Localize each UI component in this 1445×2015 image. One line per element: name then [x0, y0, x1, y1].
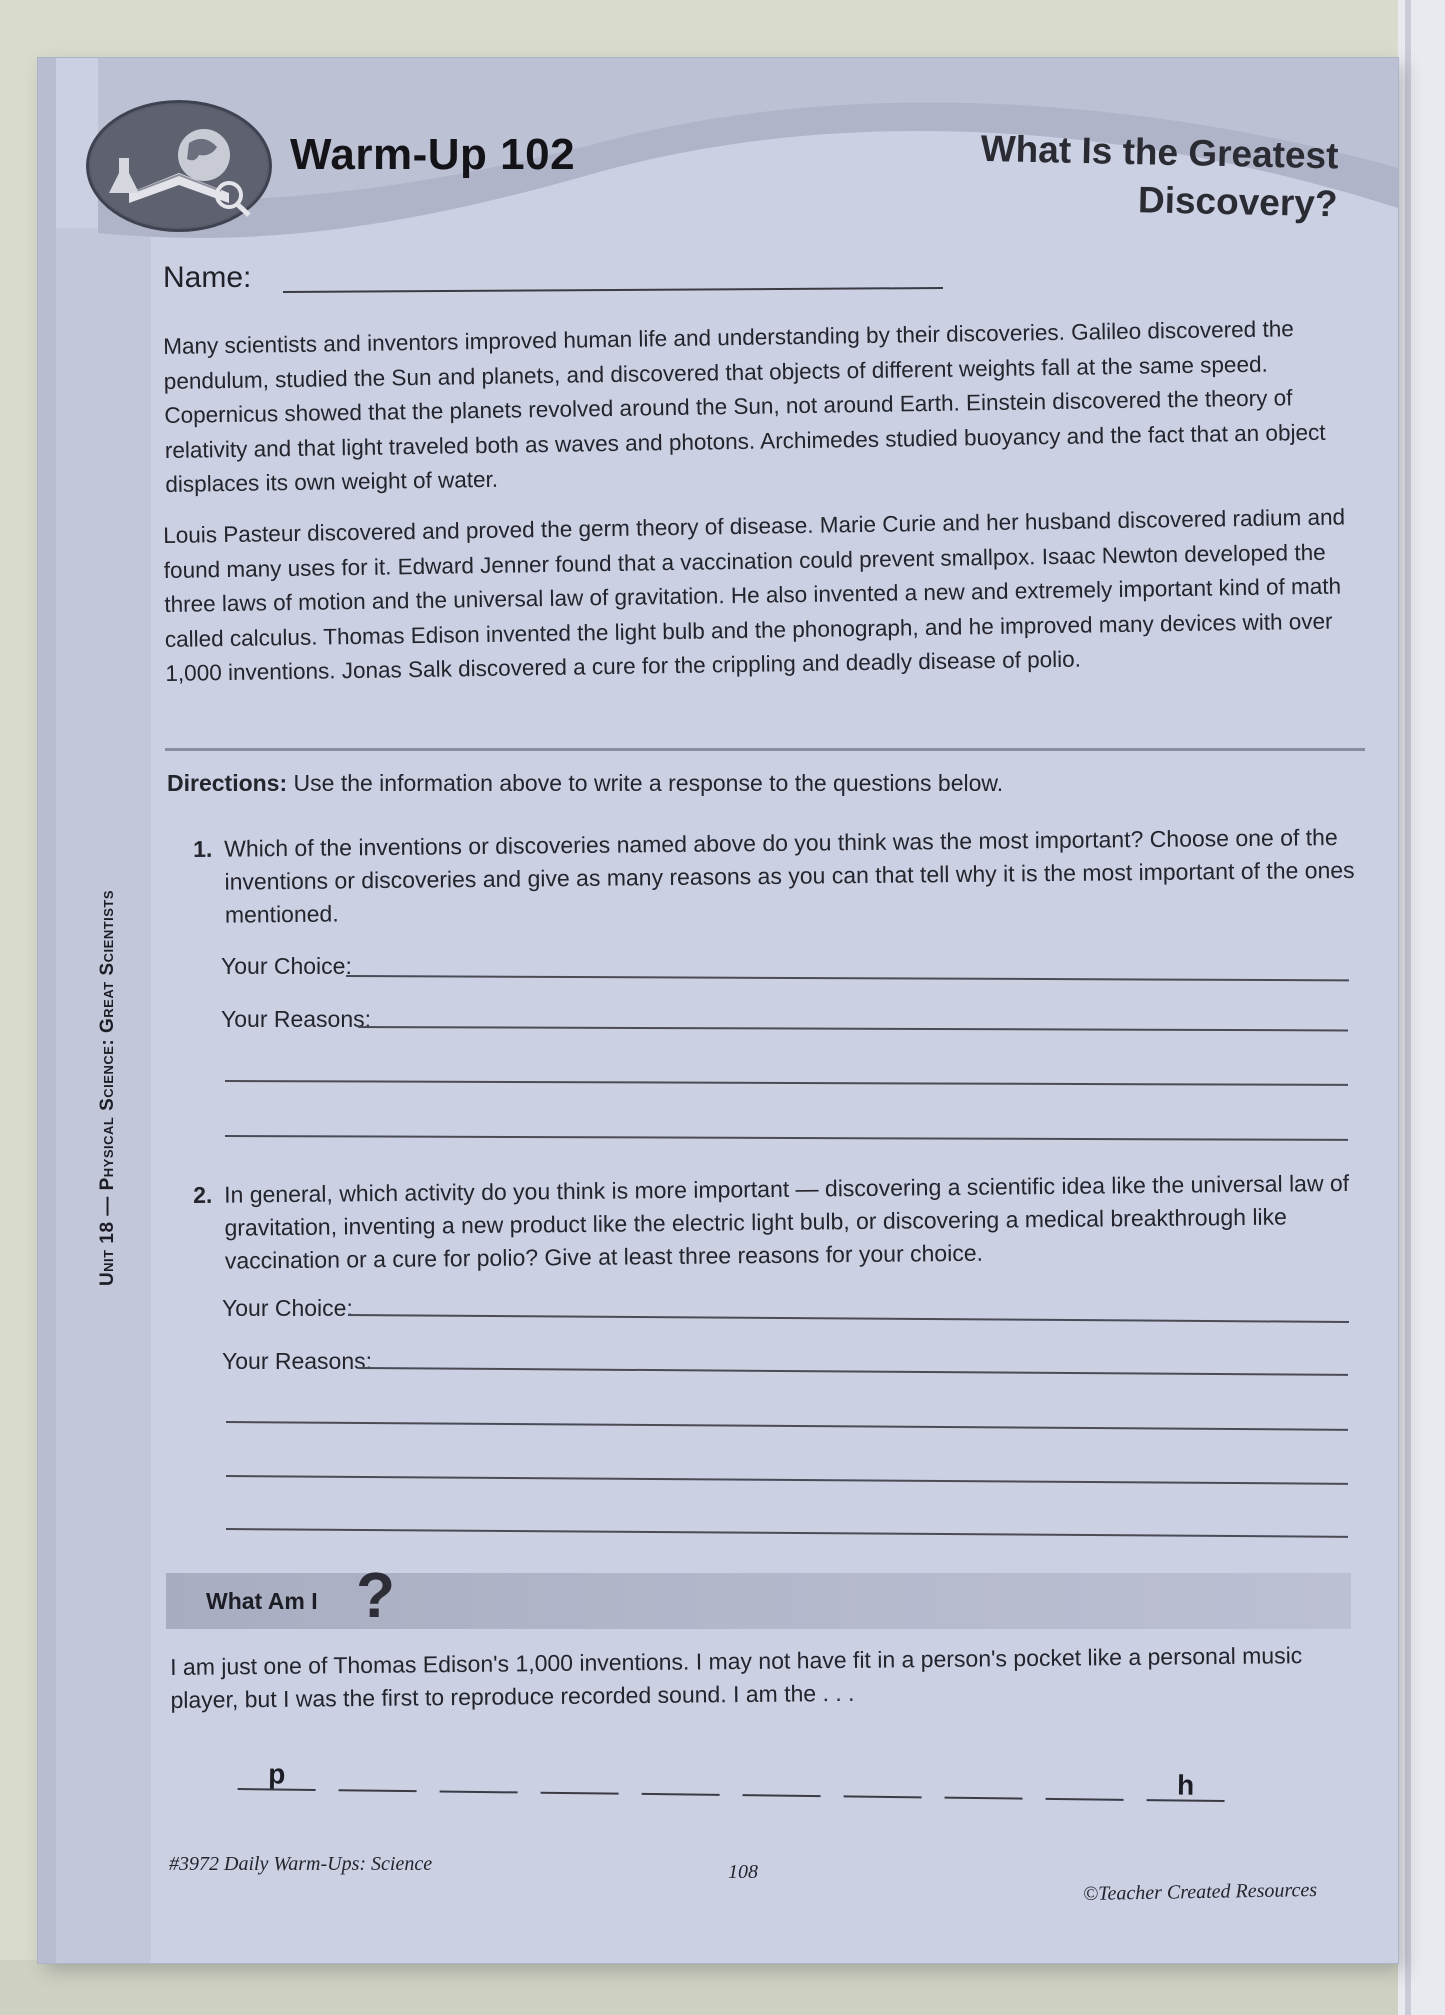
blank-letter: p: [268, 1758, 286, 1790]
your-choice-label: Your Choice:: [221, 953, 352, 979]
topic-title-line2: Discovery?: [1137, 179, 1338, 225]
directions: [167, 770, 1003, 797]
your-reasons-label: Your Reasons:: [222, 1348, 373, 1374]
letter-blank[interactable]: [238, 1788, 316, 1791]
blank-letter: [339, 1759, 417, 1760]
letter-blank[interactable]: [541, 1792, 619, 1795]
intro-paragraph-1: Many scientists and inventors improved human life and understanding by their discoveries. Galileo discovered the pendulum, studied the Sun and planets, and discovered that objects of different weights fall at the same speed. Copernicus showed that the planets revolved around the Sun, not around Earth. Einstein discovered the theory of relativity and that light traveled both as waves and photons. Archimedes studied buoyancy and the fact that an object displaces its own weight of water.: [163, 316, 1326, 497]
blank-letter: [945, 1767, 1023, 1768]
section-divider: [165, 748, 1365, 751]
letter-blank[interactable]: [1046, 1798, 1124, 1801]
question-number: 1.: [193, 835, 213, 862]
blank-letter: [1046, 1768, 1124, 1769]
blank-letter: [541, 1762, 619, 1763]
what-am-i-label: What Am I: [206, 1588, 318, 1614]
answer-line[interactable]: [346, 975, 1349, 981]
what-am-i-bar: [166, 1573, 1351, 1629]
topic-title-line1: What Is the Greatest: [980, 127, 1339, 177]
letter-blank[interactable]: [945, 1797, 1023, 1800]
page-stack-edge: [38, 58, 56, 1963]
letter-blank[interactable]: [440, 1790, 518, 1793]
riddle-text: I am just one of Thomas Edison's 1,000 inventions. I may not have fit in a person's pocket like a personal music player, but I was the first to reproduce recorded sound. I am the . . .: [170, 1642, 1303, 1713]
unit-label: Unit 18 — Physical Science: Great Scientists: [97, 889, 118, 1287]
blank-letter: [440, 1760, 518, 1761]
question-text: Which of the inventions or discoveries named above do you think was the most important? Choose one of the inventions or discoveries and give as many reasons as you can that tell why it is the most important of the ones mentioned.: [224, 824, 1355, 928]
answer-line[interactable]: [348, 1314, 1349, 1323]
answer-line[interactable]: [358, 1026, 1348, 1031]
warmup-title: Warm-Up 102: [290, 130, 576, 179]
question-text: In general, which activity do you think is more important — discovering a scientific idea like the universal law of gravitation, inventing a new product like the electric light bulb, or discovering a medical breakthrough like vaccination or a cure for polio? Give at least three reasons for your choice.: [224, 1169, 1350, 1274]
worksheet-page: [38, 58, 1398, 1963]
blank-letter: [642, 1763, 720, 1764]
letter-blank[interactable]: [1147, 1799, 1225, 1802]
answer-line[interactable]: [225, 1080, 1348, 1086]
directions-text: Use the information above to write a response to the questions below.: [293, 770, 1004, 796]
intro-paragraph-2: Louis Pasteur discovered and proved the germ theory of disease. Marie Curie and her husband discovered radium and found many uses for it. Edward Jenner found that a vaccination could prevent smallpox. Isaac Newton developed the three laws of motion and the universal law of gravitation. He also invented a new and extremely important kind of math called calculus. Thomas Edison invented the light bulb and the phonograph, and he improved many devices with over 1,000 inventions. Jonas Salk discovered a cure for the crippling and deadly disease of polio.: [163, 504, 1346, 686]
page-number: 108: [728, 1861, 758, 1883]
footer-copyright: ©Teacher Created Resources: [1082, 1878, 1318, 1906]
answer-blanks: [237, 1758, 1248, 1830]
blank-letter: [844, 1765, 922, 1766]
answer-line[interactable]: [226, 1475, 1348, 1485]
your-reasons-label: Your Reasons:: [221, 1006, 372, 1032]
answer-line[interactable]: [358, 1367, 1348, 1376]
letter-blank[interactable]: [339, 1789, 417, 1792]
letter-blank[interactable]: [743, 1794, 821, 1797]
your-choice-label: Your Choice:: [222, 1295, 353, 1321]
name-field-line[interactable]: [283, 287, 943, 293]
question-number: 2.: [193, 1181, 213, 1208]
page-gutter: [1405, 0, 1411, 2015]
letter-blank[interactable]: [642, 1793, 720, 1796]
question-mark-icon: ?: [356, 1559, 396, 1631]
directions-label: Directions:: [167, 770, 288, 796]
answer-line[interactable]: [226, 1528, 1348, 1538]
letter-blank[interactable]: [844, 1795, 922, 1798]
answer-line[interactable]: [226, 1421, 1348, 1431]
topic-title: [917, 124, 1339, 229]
science-book-globe-icon: [86, 100, 272, 232]
blank-letter: [743, 1764, 821, 1765]
name-label: Name:: [163, 261, 252, 294]
footer-book-title: #3972 Daily Warm-Ups: Science: [169, 1853, 433, 1875]
answer-line[interactable]: [225, 1135, 1348, 1141]
blank-letter: h: [1176, 1769, 1195, 1801]
